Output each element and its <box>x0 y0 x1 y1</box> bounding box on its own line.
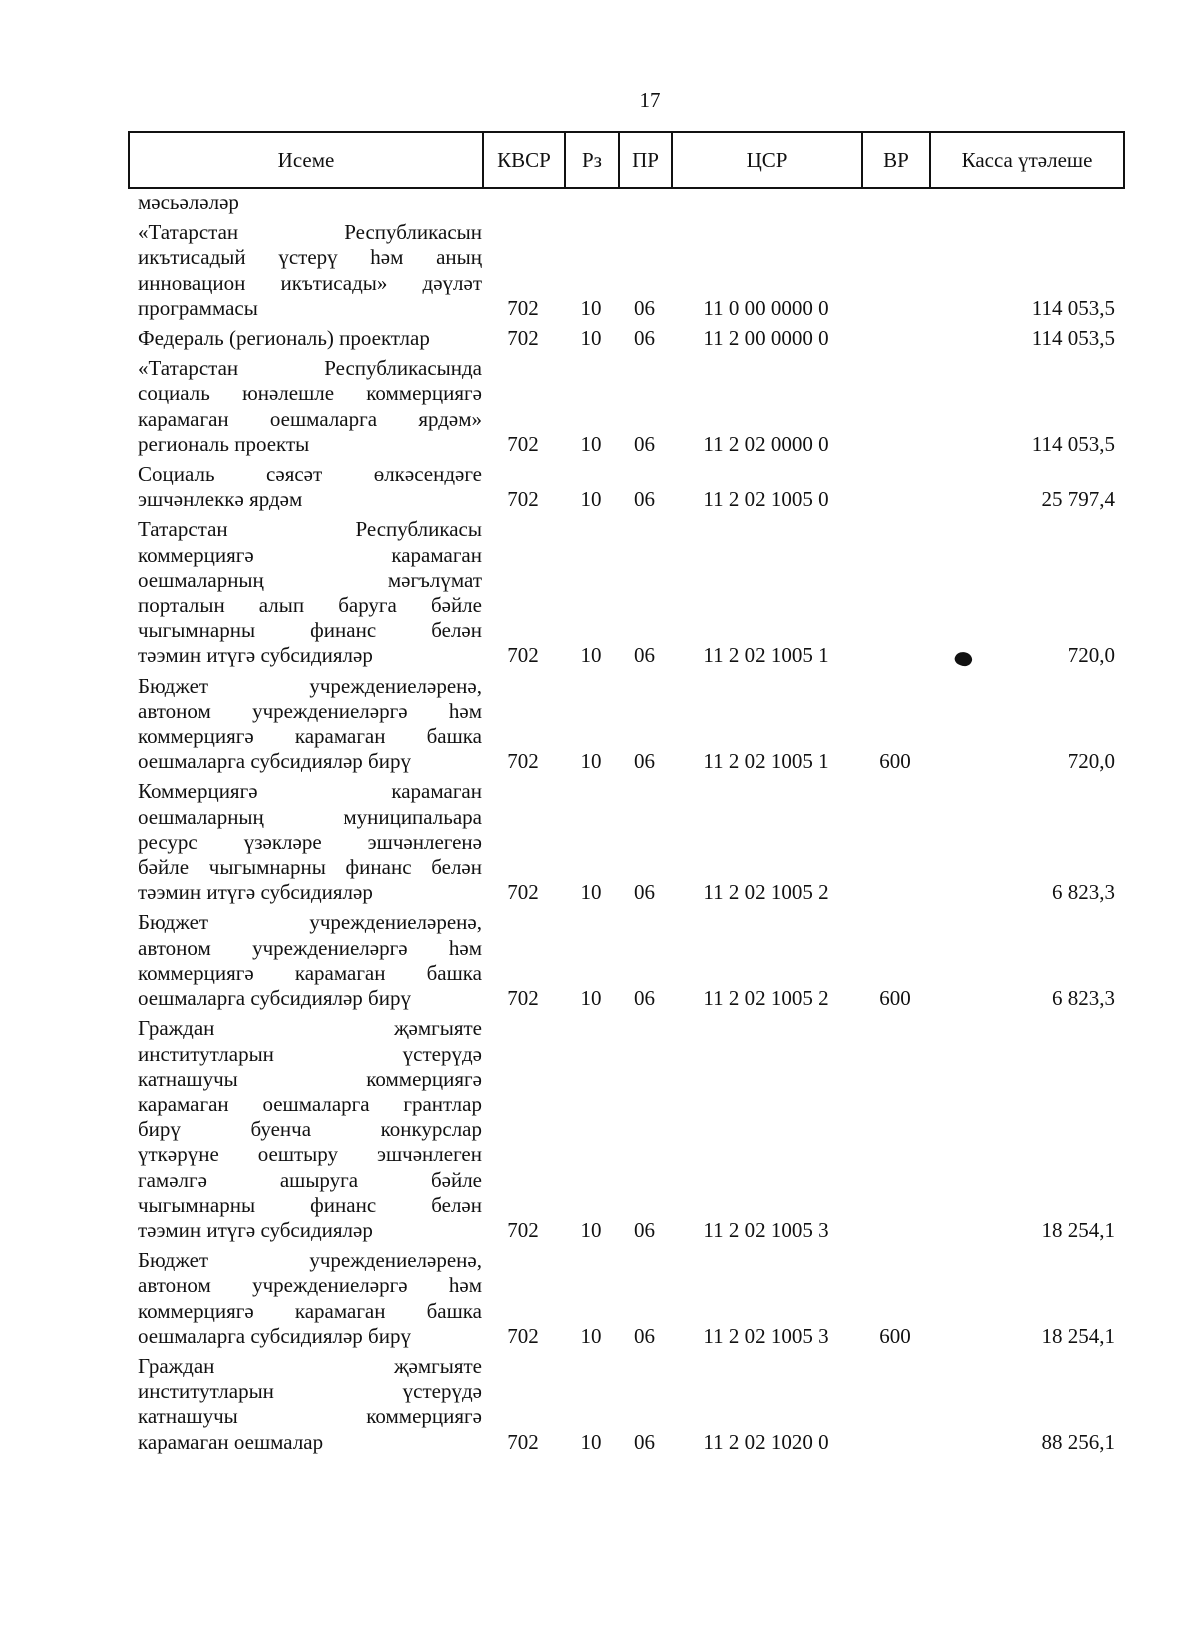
cell-kvsr: 702 <box>507 295 539 320</box>
row-name-line: Граждан җәмгыяте <box>138 1353 482 1378</box>
cell-kvsr: 702 <box>507 1217 539 1242</box>
cell-pr: 06 <box>634 986 655 1011</box>
column-header-csr: ЦСР <box>672 132 862 188</box>
column-header-kassa: Касса үтәлеше <box>930 132 1124 188</box>
row-name-line: Социаль сәясәт өлкәсендәге <box>138 462 482 487</box>
table-row <box>128 1354 1123 1455</box>
cell-kassa: 18 254,1 <box>1041 1323 1115 1348</box>
cell-csr: 11 2 02 0000 0 <box>703 431 829 456</box>
cell-pr: 06 <box>634 749 655 774</box>
row-name-line: региональ проекты <box>138 431 310 456</box>
column-header-pr: ПР <box>619 132 672 188</box>
row-name-line: чыгымнарны финанс белән <box>138 1192 482 1217</box>
cell-csr: 11 2 02 1005 2 <box>703 986 829 1011</box>
row-name-line: чыгымнарны финанс белән <box>138 618 482 643</box>
cell-pr: 06 <box>634 1429 655 1454</box>
cell-pr: 06 <box>634 487 655 512</box>
row-name-line: катнашучы коммерциягә <box>138 1066 482 1091</box>
row-name-line: Бюджет учреждениеләренә, <box>138 673 482 698</box>
row-name <box>128 1016 482 1243</box>
cell-csr: 11 2 02 1005 2 <box>703 880 829 905</box>
table-row <box>128 779 1123 905</box>
cell-vr: 600 <box>879 749 911 774</box>
cell-kvsr: 702 <box>507 749 539 774</box>
cell-kvsr: 702 <box>507 487 539 512</box>
cell-pr: 06 <box>634 431 655 456</box>
cell-kassa: 720,0 <box>1067 749 1115 774</box>
table-row <box>128 326 1123 351</box>
row-name-line: социаль юнәлешле коммерциягә <box>138 381 482 406</box>
column-header-vr: ВР <box>862 132 930 188</box>
row-name <box>128 517 482 668</box>
cell-kassa: 720,0 <box>1067 643 1115 668</box>
row-name-line: коммерциягә карамаган башка <box>138 960 482 985</box>
cell-kvsr: 702 <box>507 880 539 905</box>
row-name <box>128 1248 482 1349</box>
table-row <box>128 462 1123 512</box>
row-name-line: коммерциягә карамаган башка <box>138 724 482 749</box>
row-name-line: ресурс үзәкләре эшчәнлегенә <box>138 829 482 854</box>
column-header-rz: Рз <box>565 132 619 188</box>
row-name <box>128 356 482 457</box>
row-name-line: оешмаларга субсидияләр бирү <box>138 749 411 774</box>
cell-rz: 10 <box>580 986 602 1011</box>
row-name-line: автоном учреждениеләргә һәм <box>138 1273 482 1298</box>
table-row <box>128 1248 1123 1349</box>
cell-rz: 10 <box>580 431 602 456</box>
cell-kassa: 18 254,1 <box>1041 1217 1115 1242</box>
row-name-line: автоном учреждениеләргә һәм <box>138 698 482 723</box>
cell-kassa: 25 797,4 <box>1041 487 1115 512</box>
row-name-line: Коммерциягә карамаган <box>138 779 482 804</box>
row-name-line: Бюджет учреждениеләренә, <box>138 1248 482 1273</box>
row-name-line: тәэмин итүгә субсидияләр <box>138 880 373 905</box>
row-name-line: карамаган оешмалар <box>138 1429 324 1454</box>
row-name-line: бәйле чыгымнарны финанс белән <box>138 855 482 880</box>
row-name-line: карамаган оешмаларга ярдәм» <box>138 406 482 431</box>
cell-rz: 10 <box>580 880 602 905</box>
cell-kassa: 114 053,5 <box>1031 295 1115 320</box>
cell-vr: 600 <box>879 986 911 1011</box>
cell-csr: 11 0 00 0000 0 <box>703 295 829 320</box>
cell-csr: 11 2 02 1005 1 <box>703 643 829 668</box>
table-header <box>128 131 1125 189</box>
cell-pr: 06 <box>634 326 655 351</box>
cell-kvsr: 702 <box>507 1323 539 1348</box>
row-name-line: оешмаларның мәгълүмат <box>138 567 482 592</box>
row-name <box>128 910 482 1011</box>
table-row <box>128 1016 1123 1243</box>
row-name-line: катнашучы коммерциягә <box>138 1404 482 1429</box>
cell-csr: 11 2 02 1005 0 <box>703 487 829 512</box>
cell-vr: 600 <box>879 1323 911 1348</box>
row-name-line: программасы <box>138 295 258 320</box>
cell-rz: 10 <box>580 326 602 351</box>
row-name-line: коммерциягә карамаган башка <box>138 1298 482 1323</box>
row-name-line: «Татарстан Республикасын <box>138 220 482 245</box>
cell-csr: 11 2 02 1005 1 <box>703 749 829 774</box>
row-name-line: Граждан җәмгыяте <box>138 1016 482 1041</box>
row-name-line: порталын алып баруга бәйле <box>138 593 482 618</box>
row-name-line: тәэмин итүгә субсидияләр <box>138 1217 373 1242</box>
table-row <box>128 220 1123 321</box>
cell-rz: 10 <box>580 1217 602 1242</box>
row-name-line: институтларын үстерүдә <box>138 1379 482 1404</box>
cell-rz: 10 <box>580 749 602 774</box>
cell-pr: 06 <box>634 643 655 668</box>
column-header-kvsr: КВСР <box>483 132 565 188</box>
page-number: 17 <box>639 88 661 112</box>
cell-kassa: 114 053,5 <box>1031 326 1115 351</box>
row-name-line: гамәлгә ашыруга бәйле <box>138 1167 482 1192</box>
table-row <box>128 517 1123 668</box>
row-name-line: коммерциягә карамаган <box>138 542 482 567</box>
cell-kvsr: 702 <box>507 431 539 456</box>
cell-pr: 06 <box>634 880 655 905</box>
cell-kassa: 114 053,5 <box>1031 431 1115 456</box>
row-name-line: үткәрүне оештыру эшчәнлеген <box>138 1142 482 1167</box>
row-name-line: Федераль (региональ) проектлар <box>138 326 430 351</box>
row-name-line: икътисадый үстерү һәм аның <box>138 245 482 270</box>
cell-pr: 06 <box>634 295 655 320</box>
cell-kvsr: 702 <box>507 643 539 668</box>
cell-csr: 11 2 00 0000 0 <box>703 326 829 351</box>
cell-rz: 10 <box>580 487 602 512</box>
column-header-name: Исеме <box>129 132 483 188</box>
cell-rz: 10 <box>580 1323 602 1348</box>
table-row <box>128 190 1123 215</box>
cell-pr: 06 <box>634 1217 655 1242</box>
row-name-line: оешмаларның муниципальара <box>138 804 482 829</box>
row-name <box>128 674 482 775</box>
row-name-line: эшчәнлеккә ярдәм <box>138 487 303 512</box>
table-row <box>128 910 1123 1011</box>
row-name <box>128 779 482 905</box>
row-name-line: автоном учреждениеләргә һәм <box>138 935 482 960</box>
cell-kvsr: 702 <box>507 1429 539 1454</box>
row-name-line: карамаган оешмаларга грантлар <box>138 1091 482 1116</box>
row-name <box>128 326 482 351</box>
row-name-line: инновацион икътисады» дәүләт <box>138 270 482 295</box>
row-name <box>128 220 482 321</box>
row-name-line: оешмаларга субсидияләр бирү <box>138 986 411 1011</box>
cell-pr: 06 <box>634 1323 655 1348</box>
cell-csr: 11 2 02 1005 3 <box>703 1217 829 1242</box>
cell-kassa: 88 256,1 <box>1041 1429 1115 1454</box>
cell-csr: 11 2 02 1005 3 <box>703 1323 829 1348</box>
cell-kvsr: 702 <box>507 326 539 351</box>
table-row <box>128 356 1123 457</box>
cell-rz: 10 <box>580 643 602 668</box>
cell-rz: 10 <box>580 295 602 320</box>
row-name-line: тәэмин итүгә субсидияләр <box>138 643 373 668</box>
cell-kvsr: 702 <box>507 986 539 1011</box>
row-name <box>128 190 482 215</box>
cell-csr: 11 2 02 1020 0 <box>703 1429 829 1454</box>
row-name-line: оешмаларга субсидияләр бирү <box>138 1323 411 1348</box>
row-name-line: бирү буенча конкурслар <box>138 1117 482 1142</box>
cell-kassa: 6 823,3 <box>1052 880 1115 905</box>
row-name-line: «Татарстан Республикасында <box>138 356 482 381</box>
row-name-line: Татарстан Республикасы <box>138 517 482 542</box>
row-name-line: Бюджет учреждениеләренә, <box>138 910 482 935</box>
table-row <box>128 674 1123 775</box>
row-name <box>128 462 482 512</box>
table-body <box>128 190 1123 1455</box>
cell-kassa: 6 823,3 <box>1052 986 1115 1011</box>
row-name <box>128 1354 482 1455</box>
row-name-line: институтларын үстерүдә <box>138 1041 482 1066</box>
row-name-line: мәсьәләләр <box>138 190 239 214</box>
cell-rz: 10 <box>580 1429 602 1454</box>
